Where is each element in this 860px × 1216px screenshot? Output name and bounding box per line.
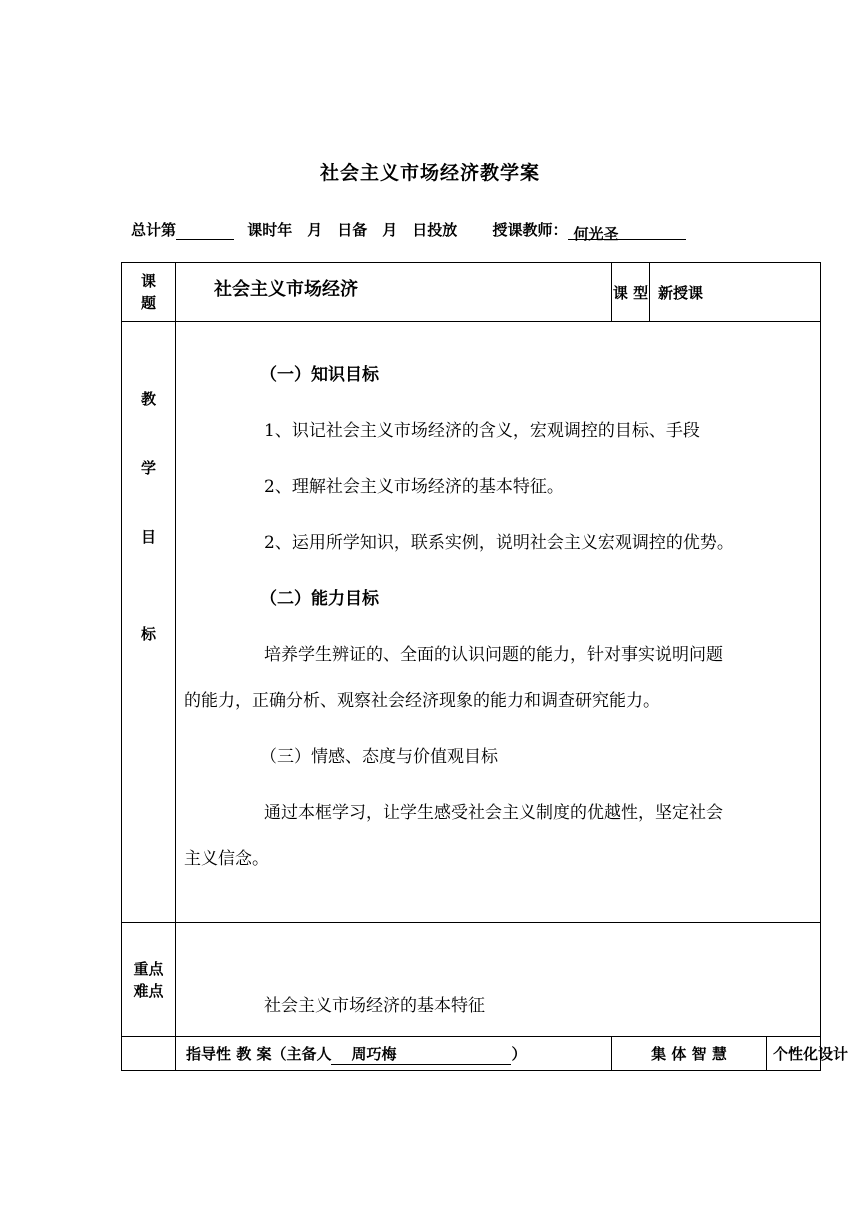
key-label-1: 重点 (133, 959, 164, 978)
topic-value: 社会主义市场经济 (176, 263, 612, 322)
key-points-label-cell (122, 923, 176, 1037)
knowledge-item-2: 2、理解社会主义市场经济的基本特征。 (264, 477, 564, 497)
objectives-label-char-2: 学 (140, 459, 156, 477)
guide-plan-cell (176, 1037, 612, 1071)
personal-label: 个性化设计 (773, 1045, 849, 1063)
guide-person: 周巧梅 (351, 1044, 397, 1063)
header-info-line (131, 219, 686, 243)
teacher-label: 授课教师： (492, 221, 568, 239)
collective-label: 集 体 智 慧 (651, 1045, 727, 1063)
objectives-label-char-1: 教 (140, 390, 156, 408)
total-blank (176, 223, 234, 240)
topic-label: 课 题 (140, 272, 156, 312)
guide-person-blank (331, 1043, 511, 1065)
teacher-name-text: 何光圣 (573, 225, 619, 243)
objectives-label-char-3: 目 (140, 528, 156, 546)
topic-label-cell (122, 263, 176, 322)
date-text: 年 月 日备 月 日投放 (277, 221, 458, 239)
ability-line-1: 培养学生辨证的、全面的认识问题的能力，针对事实说明问题 (264, 645, 723, 665)
total-label: 总计第 (131, 221, 177, 239)
key-points-text: 社会主义市场经济的基本特征 (264, 996, 485, 1016)
teacher-name (568, 223, 686, 243)
ability-line-2: 的能力，正确分析、观察社会经济现象的能力和调查研究能力。 (184, 691, 660, 711)
emotion-line-2: 主义信念。 (184, 849, 269, 869)
objectives-label-cell (122, 322, 176, 923)
document-title: 社会主义市场经济教学案 (319, 162, 540, 184)
type-label: 课 型 (612, 283, 649, 302)
footer-empty-cell (122, 1037, 176, 1071)
key-points-value (176, 923, 821, 1037)
guide-prefix: 指导性 教 案（主备人 (186, 1044, 332, 1063)
type-label-cell (612, 263, 650, 322)
knowledge-heading: （一）知识目标 (260, 365, 379, 385)
key-label-2: 难点 (133, 981, 164, 1000)
collective-cell (612, 1037, 767, 1071)
emotion-heading: （三）情感、态度与价值观目标 (260, 747, 498, 767)
guide-suffix: ） (511, 1044, 527, 1063)
emotion-line-1: 通过本框学习，让学生感受社会主义制度的优越性，坚定社会 (264, 803, 723, 823)
knowledge-item-1: 1、识记社会主义市场经济的含义，宏观调控的目标、手段 (264, 421, 700, 441)
ability-heading: （二）能力目标 (260, 589, 379, 609)
lesson-label: 课时 (247, 221, 278, 239)
objectives-label-char-4: 标 (140, 625, 156, 643)
type-value: 新授课 (650, 263, 821, 322)
lesson-plan-table (121, 262, 849, 1071)
objectives-content (176, 322, 821, 923)
personal-cell (767, 1037, 849, 1071)
knowledge-item-3: 2、运用所学知识，联系实例，说明社会主义宏观调控的优势。 (264, 533, 734, 553)
